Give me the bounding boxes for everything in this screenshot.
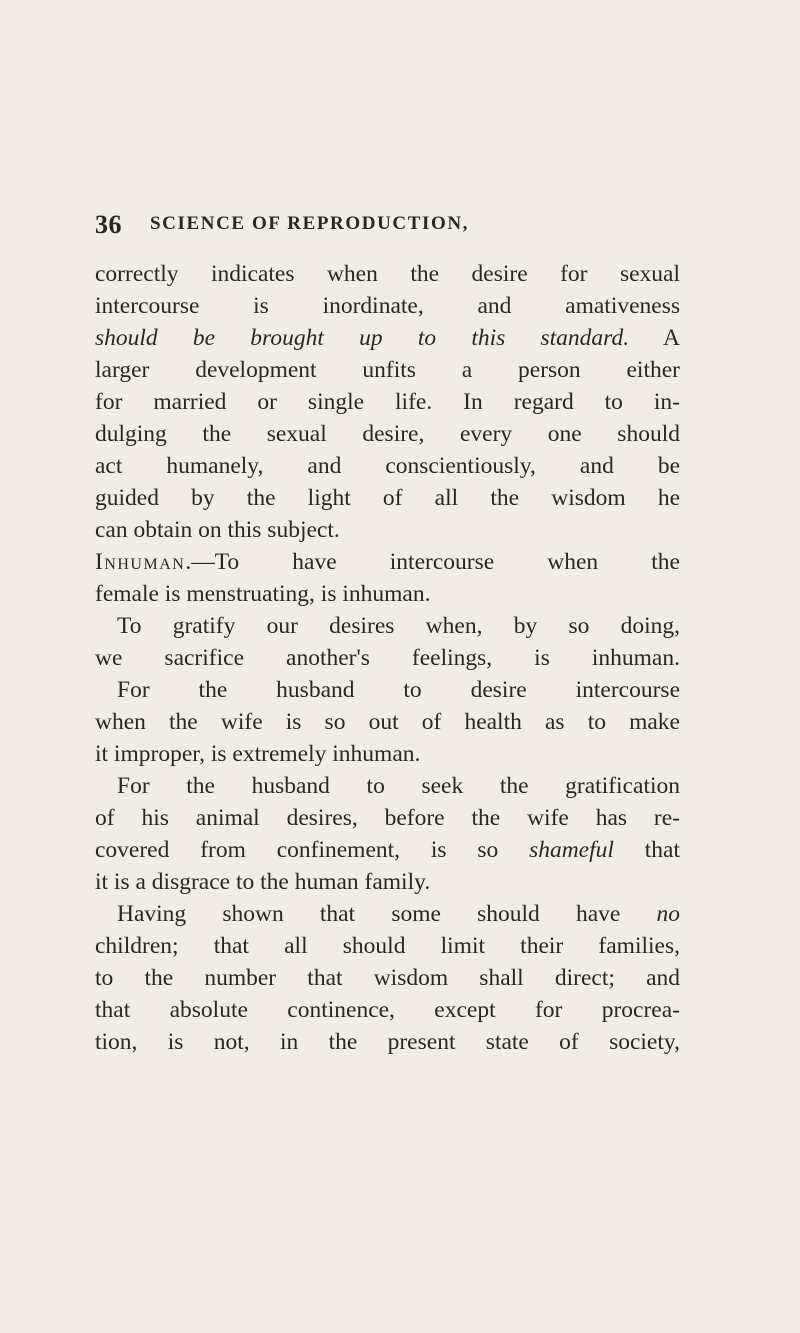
text-line: children; that all should limit their families, bbox=[95, 933, 680, 959]
text-line: it is a disgrace to the human family. bbox=[95, 869, 431, 895]
text-span: .—To have intercourse when the bbox=[185, 549, 680, 575]
text-span: A bbox=[629, 325, 680, 351]
text-span: Having shown that some should have bbox=[117, 901, 657, 927]
body-text bbox=[95, 258, 680, 1058]
text-line: of his animal desires, before the wife has re- bbox=[95, 805, 680, 831]
section-heading: Inhuman bbox=[95, 549, 186, 575]
text-span: that bbox=[613, 837, 680, 863]
text-line: intercourse is inordinate, and amativeness bbox=[95, 293, 680, 319]
text-line: female is menstruating, is inhuman. bbox=[95, 581, 431, 607]
text-line bbox=[95, 898, 680, 930]
text-line: can obtain on this subject. bbox=[95, 517, 340, 543]
text-line bbox=[95, 834, 680, 866]
italic-text: no bbox=[656, 901, 680, 927]
text-line: dulging the sexual desire, every one should bbox=[95, 421, 680, 447]
page-header bbox=[95, 210, 675, 240]
text-line: when the wife is so out of health as to make bbox=[95, 709, 680, 735]
text-line: that absolute continence, except for procrea- bbox=[95, 997, 680, 1023]
text-line bbox=[95, 546, 680, 578]
text-line: For the husband to seek the gratification bbox=[117, 773, 680, 799]
text-line: for married or single life. In regard to in- bbox=[95, 389, 680, 415]
italic-text: should be brought up to this standard. bbox=[95, 325, 630, 351]
text-line: correctly indicates when the desire for sexual bbox=[95, 261, 680, 287]
text-line: For the husband to desire intercourse bbox=[117, 677, 680, 703]
running-head: SCIENCE OF REPRODUCTION, bbox=[150, 213, 470, 234]
text-line: guided by the light of all the wisdom he bbox=[95, 485, 680, 511]
text-line bbox=[95, 322, 680, 354]
text-line: larger development unfits a person either bbox=[95, 357, 680, 383]
page-number: 36 bbox=[95, 210, 122, 239]
text-line: tion, is not, in the present state of society, bbox=[95, 1029, 680, 1055]
text-line: to the number that wisdom shall direct; and bbox=[95, 965, 680, 991]
text-line: it improper, is extremely inhuman. bbox=[95, 741, 421, 767]
text-span: covered from confinement, is so bbox=[95, 837, 530, 863]
italic-text: shameful bbox=[529, 837, 614, 863]
text-line: To gratify our desires when, by so doing, bbox=[117, 613, 680, 639]
text-line: act humanely, and conscientiously, and be bbox=[95, 453, 680, 479]
text-line: we sacrifice another's feelings, is inhuman. bbox=[95, 645, 680, 671]
